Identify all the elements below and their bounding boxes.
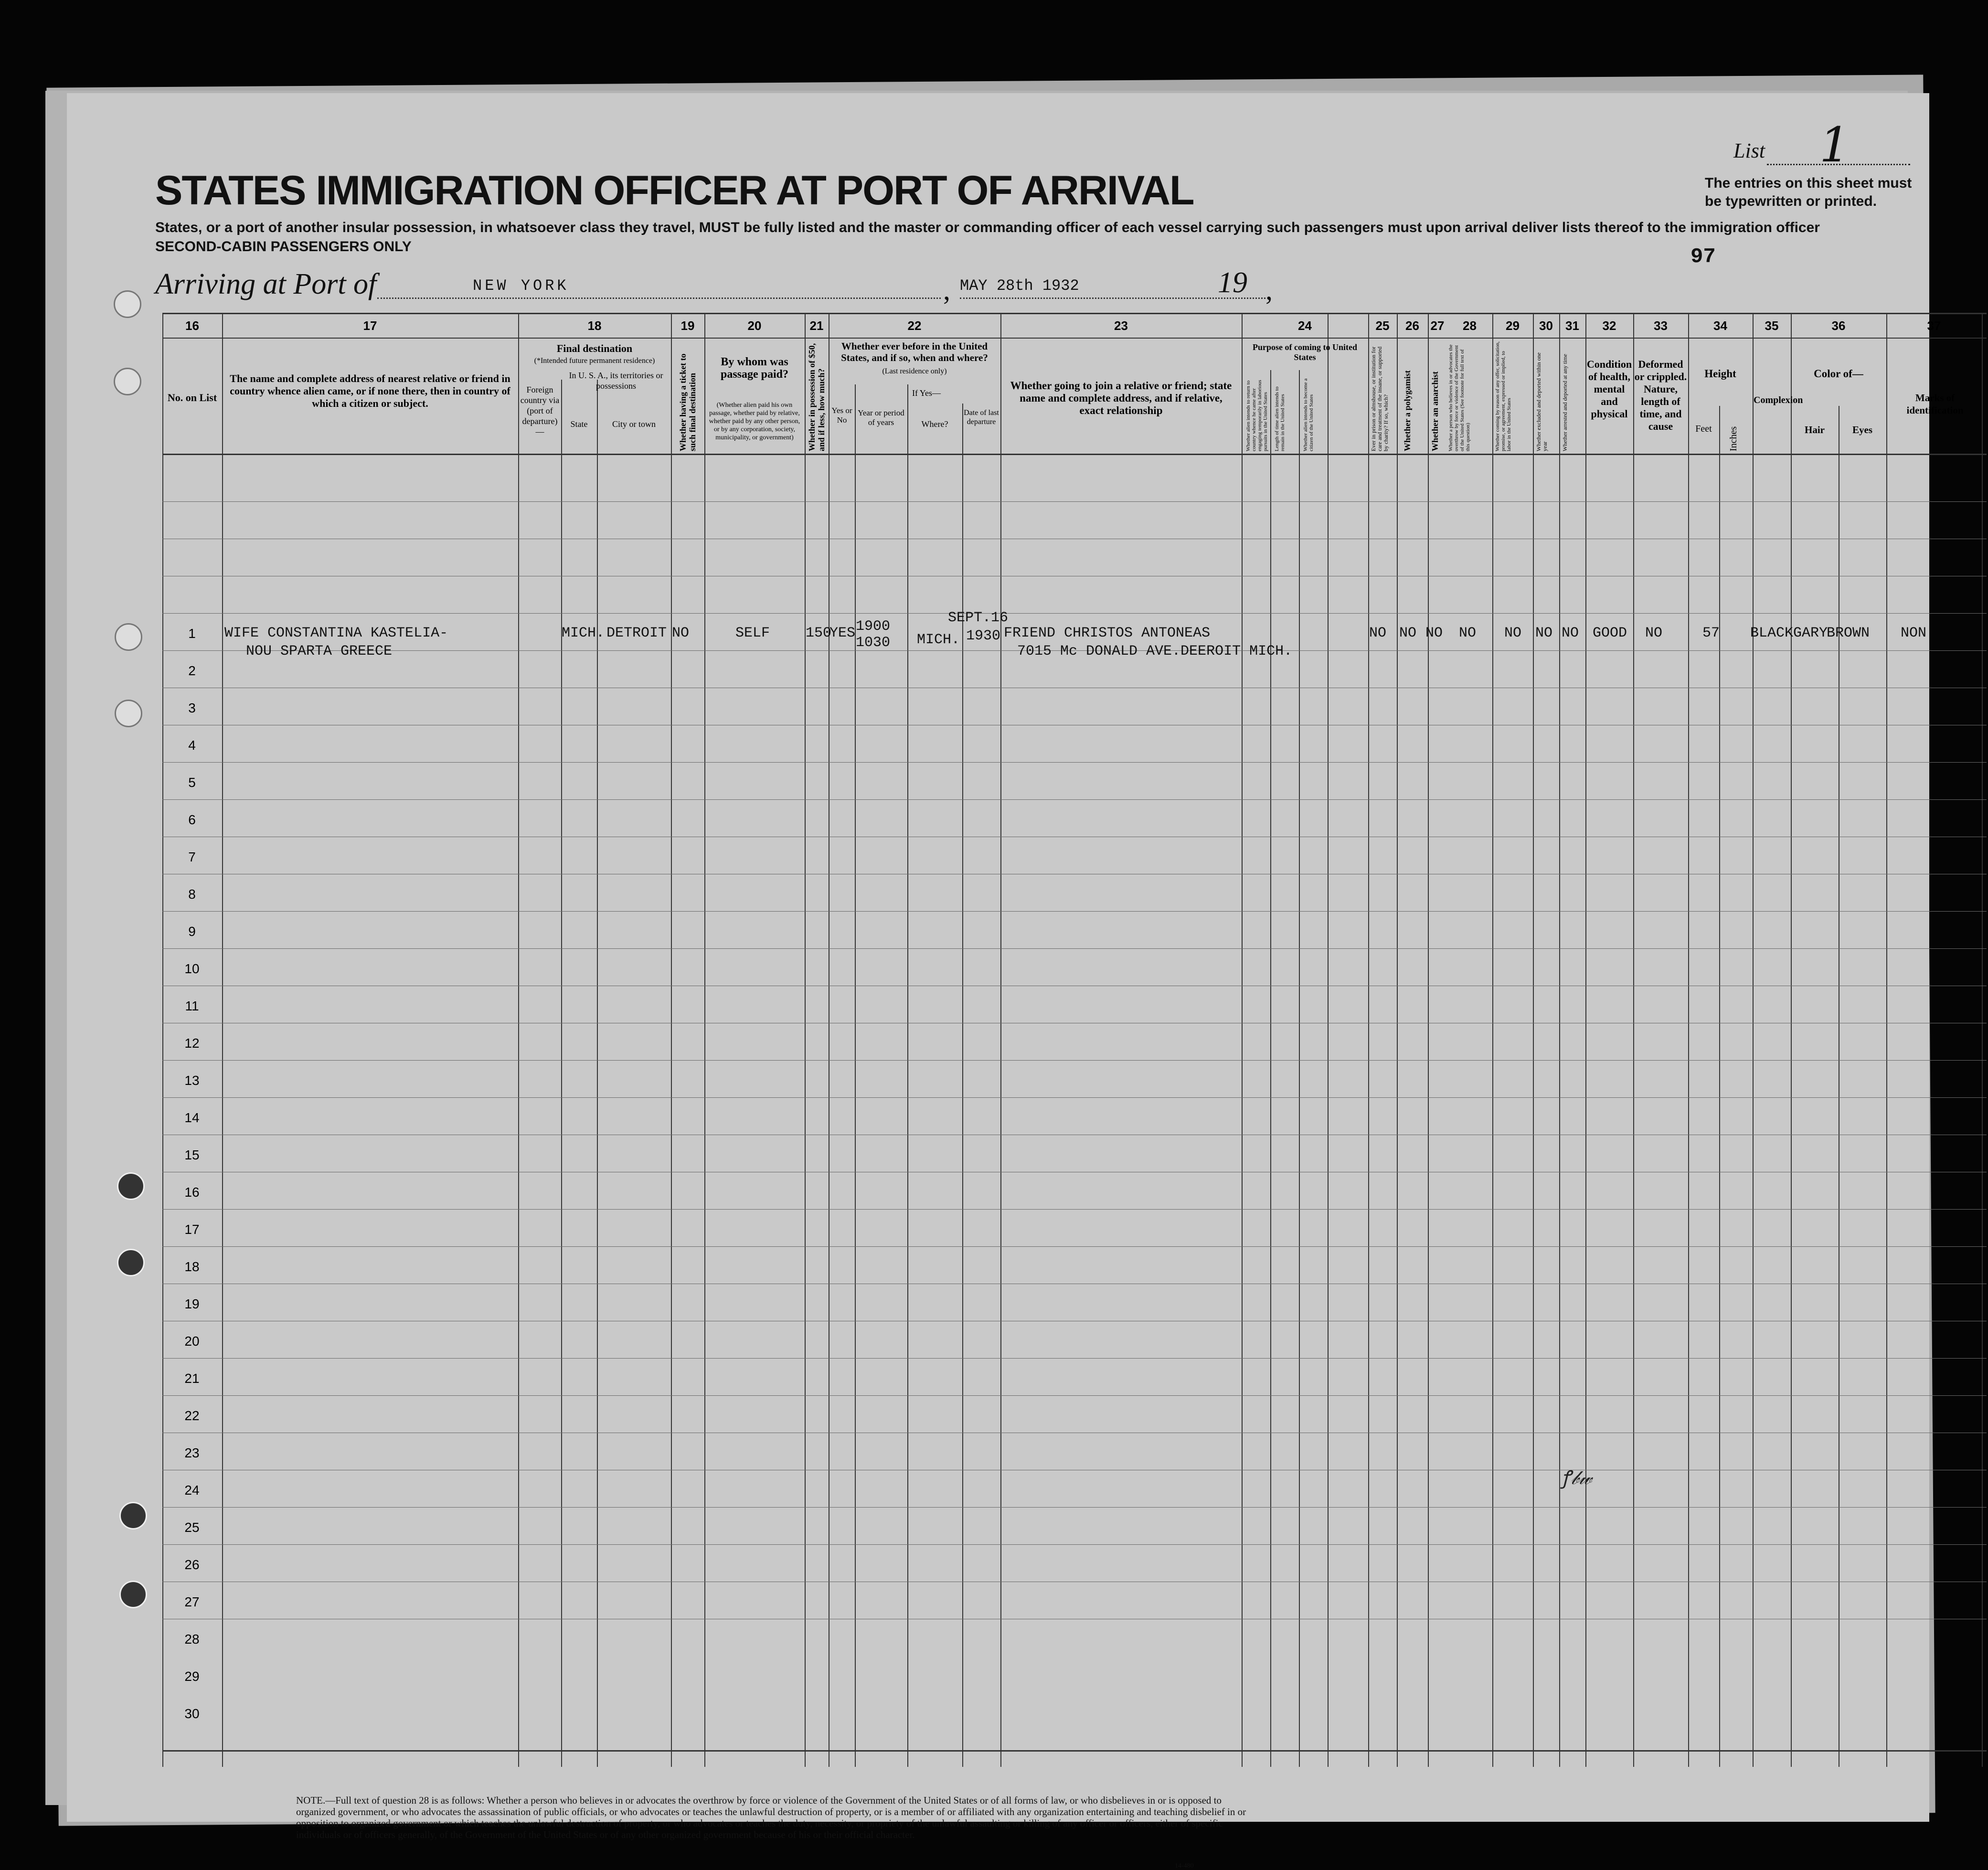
- manifest-page: [67, 93, 1964, 1870]
- row-number: 30: [184, 1706, 200, 1721]
- col-border: [162, 313, 163, 1767]
- header-hair: Hair: [1805, 424, 1825, 436]
- column-number: 29: [1506, 319, 1520, 333]
- row-number: 24: [184, 1483, 200, 1498]
- header-marks: Marks of identification: [1906, 392, 1964, 416]
- column-number: 28: [1463, 319, 1477, 333]
- header-q30: Whether excluded and deported within one year: [1535, 352, 1548, 451]
- entry-relative-line1: WIFE CONSTANTINA KASTELIA-: [224, 625, 448, 641]
- header-passage-paid-sub: (Whether alien paid his own passage, whether paid by relative, whether paid by any other person, or by any corporation, society, municipality, or government): [709, 402, 800, 441]
- column-number: 30: [1539, 319, 1553, 333]
- row-number: 7: [188, 850, 196, 864]
- comma: ,: [1265, 274, 1273, 306]
- entry-years-line2: 1030: [856, 635, 891, 651]
- col-border: [1270, 370, 1271, 1767]
- column-number: 17: [363, 319, 377, 333]
- header-divider: [162, 454, 1987, 455]
- row-number: 9: [188, 924, 196, 939]
- grid-bottom: [162, 1750, 1987, 1752]
- row-number: 20: [184, 1334, 200, 1349]
- header-eyes: Eyes: [1852, 424, 1872, 436]
- header-ticket: Whether having a ticket to such final destination: [678, 353, 697, 451]
- header-purpose: Purpose of coming to United States: [1253, 342, 1357, 362]
- row-number: 19: [184, 1296, 200, 1311]
- column-number: 35: [1765, 319, 1779, 333]
- row-number: 4: [188, 738, 196, 753]
- column-number: 21: [809, 319, 824, 333]
- list-label: List: [1733, 139, 1765, 162]
- column-number: 27: [1430, 319, 1445, 333]
- entry-last-departure-line2: 1930: [966, 628, 1001, 644]
- row-number: 25: [184, 1520, 200, 1535]
- row-number: 1: [188, 626, 196, 641]
- binder-hole: [115, 700, 142, 727]
- header-feet: Feet: [1695, 424, 1712, 434]
- form-number: 14-480: [1175, 1862, 1194, 1870]
- header-passage-paid: By whom was passage paid?: [720, 356, 789, 381]
- col-border: [1753, 313, 1754, 1767]
- row-number: 5: [188, 775, 196, 790]
- sheet-number: 97: [1690, 245, 1716, 269]
- row-number: 28: [184, 1632, 200, 1647]
- row-number: 12: [184, 1036, 200, 1051]
- entry-money: 150: [806, 625, 832, 641]
- entry-relative-line2: NOU SPARTA GREECE: [246, 643, 393, 659]
- entry-years-line1: 1900: [856, 618, 891, 635]
- port-value: NEW YORK: [473, 277, 569, 295]
- header-health: Condition of health, mental and physical: [1586, 358, 1632, 420]
- entry-anarchist: NO: [1425, 625, 1443, 641]
- header-join-relative: Whether going to join a relative or friend; state name and complete address, and if relative, exact relationship: [1010, 380, 1232, 416]
- column-number: 25: [1375, 319, 1390, 333]
- row-number: 29: [184, 1669, 200, 1684]
- column-number: 20: [747, 319, 762, 333]
- col-border: [671, 313, 672, 1767]
- col-border: [1533, 313, 1534, 1767]
- column-number: 18: [587, 319, 602, 333]
- col-border: [907, 384, 908, 1767]
- header-inches: Inches: [1728, 426, 1739, 451]
- header-state: State: [570, 419, 588, 429]
- entry-ticket: NO: [672, 625, 690, 641]
- column-number: 33: [1654, 319, 1668, 333]
- entries-note-line-1: The entries on this sheet must: [1705, 175, 1912, 191]
- entry-q31: NO: [1562, 625, 1579, 641]
- binder-hole: [117, 1172, 145, 1200]
- header-complexion: Complexion: [1754, 395, 1803, 405]
- column-number: 16: [185, 319, 199, 333]
- header-q29: Whether coming by reason of any offer, solicitation, promise, or agreement, expressed or implied, to labor in the United States: [1495, 341, 1512, 451]
- entry-q28: NO: [1459, 625, 1477, 641]
- row-number: 13: [184, 1073, 200, 1088]
- entry-city: DETROIT: [606, 625, 667, 641]
- entry-eyes: BROWN: [1827, 625, 1870, 641]
- row-number: 14: [184, 1110, 200, 1125]
- col-border: [1719, 406, 1720, 1767]
- row-number: 18: [184, 1259, 200, 1274]
- row-number: 15: [184, 1148, 200, 1162]
- header-purpose-b: Length of time alien intends to remain in the United States: [1274, 386, 1286, 451]
- column-number: 31: [1565, 319, 1579, 333]
- col-border: [1428, 313, 1429, 1767]
- binder-hole: [119, 1502, 147, 1530]
- entry-ever-before: YES: [829, 625, 856, 641]
- header-q28: Whether a person who believes in or advocates the overthrow by force or violence of the Government of the United States (See footnote for full text of this question): [1448, 344, 1471, 451]
- row-number: 6: [188, 812, 196, 827]
- header-prison: Ever in prison or almshouse, or institution for care and treatment of the insane, or supported by charity? If so, which?: [1370, 346, 1389, 451]
- row-number: 21: [184, 1371, 200, 1386]
- binder-hole: [114, 368, 141, 395]
- header-if-yes: If Yes—: [912, 388, 941, 398]
- column-number: 37: [1927, 319, 1941, 333]
- row-number: 23: [184, 1445, 200, 1460]
- entry-last-departure-line1: SEPT.16: [948, 610, 1009, 626]
- header-nearest-relative: The name and complete address of nearest relative or friend in country whence alien came, or if none there, then in country of which a citizen or subject.: [230, 372, 510, 409]
- col-border: [1242, 313, 1243, 1767]
- entry-polygamist: NO: [1399, 625, 1417, 641]
- list-number: 1: [1819, 117, 1850, 173]
- header-year-period: Year or period of years: [858, 408, 904, 427]
- year-prefix: 19: [1218, 266, 1247, 299]
- manifest-grid: [162, 313, 1987, 1767]
- header-deformed: Deformed or crippled. Nature, length of time, and cause: [1634, 358, 1687, 432]
- entry-deformed: NO: [1645, 625, 1663, 641]
- row-number: 2: [188, 663, 196, 678]
- col-border: [597, 380, 598, 1767]
- entry-hair: GARY: [1793, 625, 1828, 641]
- column-number: 34: [1713, 319, 1727, 333]
- header-height: Height: [1704, 368, 1736, 380]
- row-number: 8: [188, 887, 196, 902]
- header-final-destination-sub: (*Intended future permanent residence): [534, 357, 655, 365]
- col-border: [1397, 313, 1398, 1767]
- col-border: [1368, 313, 1369, 1767]
- class-note: SECOND-CABIN PASSENGERS ONLY: [155, 239, 412, 255]
- arriving-label: Arriving at Port of: [155, 268, 377, 300]
- header-no-on-list: No. on List: [167, 392, 217, 404]
- header-where: Where?: [921, 419, 948, 429]
- binder-hole: [114, 290, 141, 318]
- entry-join-line2: 7015 Mc DONALD AVE.DEEROIT MICH.: [1017, 643, 1293, 659]
- column-number: 24: [1298, 319, 1312, 333]
- header-polygamist: Whether a polygamist: [1403, 370, 1412, 451]
- row-number: 11: [185, 999, 199, 1013]
- grid-top: [162, 313, 1987, 314]
- col-border: [1585, 313, 1586, 1767]
- header-ever-before: Whether ever before in the United States, and if so, when and where?: [841, 340, 988, 363]
- entry-complexion: BLACK: [1750, 625, 1794, 641]
- header-possession-50: Whether in possession of $50, and if less, how much?: [807, 343, 826, 451]
- col-border: [1633, 313, 1634, 1767]
- col-border: [704, 313, 705, 1767]
- scribble-mark: ꝭ𝒷𝓌: [1562, 1467, 1592, 1488]
- entries-note-line-2: be typewritten or printed.: [1705, 193, 1877, 209]
- col-border: [1492, 313, 1493, 1767]
- binder-hole: [117, 1249, 145, 1276]
- col-border: [1688, 313, 1689, 1767]
- port-line: [377, 298, 941, 299]
- column-number: 26: [1405, 319, 1419, 333]
- column-number: 36: [1831, 319, 1846, 333]
- col-border: [962, 404, 963, 1767]
- col-border: [222, 313, 223, 1767]
- column-number: 32: [1602, 319, 1616, 333]
- entry-where: MICH.: [917, 632, 960, 648]
- binder-hole: [119, 1581, 147, 1608]
- comma: ,: [943, 274, 950, 306]
- header-in-usa: In U. S. A., its territories or possessions: [569, 371, 663, 391]
- row-number: 10: [184, 961, 200, 976]
- entry-q30: NO: [1535, 625, 1553, 641]
- row-number: 17: [184, 1222, 200, 1237]
- entry-prison: NO: [1369, 625, 1387, 641]
- entry-state: MICH.: [562, 625, 605, 641]
- binder-hole: [115, 623, 142, 651]
- row-number: 3: [188, 701, 196, 715]
- header-city: City or town: [612, 419, 656, 429]
- col-border: [805, 313, 806, 1767]
- header-q31: Whether arrested and deported at any time: [1562, 354, 1568, 451]
- header-date-last-departure: Date of last departure: [964, 409, 999, 426]
- col-border: [855, 384, 856, 1767]
- date-value: MAY 28th 1932: [960, 277, 1079, 295]
- row-number: 26: [184, 1557, 200, 1572]
- col-border: [1791, 313, 1792, 1767]
- entry-q29: NO: [1504, 625, 1522, 641]
- entries-note: [1705, 174, 1912, 211]
- instruction-text: States, or a port of another insular possession, in whatsoever class they travel, MUST be fully listed and the master or commanding officer of each vessel carrying such passengers must upon arrival deliver lists thereof to the immigration officer: [155, 220, 1820, 235]
- col-border: [1886, 313, 1887, 1767]
- column-number: 19: [680, 319, 695, 333]
- col-border: [1299, 370, 1300, 1767]
- row-number: 27: [184, 1594, 200, 1609]
- entry-health: GOOD: [1593, 625, 1627, 641]
- entry-paid-by: SELF: [735, 625, 770, 641]
- row-number: 16: [184, 1185, 200, 1200]
- col-border: [518, 313, 519, 1767]
- header-foreign-country: Foreign country via (port of departure)—: [520, 385, 560, 436]
- col-border: [1982, 313, 1983, 1767]
- header-yes-no: Yes or No: [831, 406, 852, 425]
- column-number: 23: [1114, 319, 1128, 333]
- col-border: [1000, 313, 1001, 1767]
- header-purpose-a: Whether alien intends to return to country whence he came after engaging temporarily in laborious pursuits in the United States: [1245, 380, 1268, 451]
- entry-marks: NON: [1901, 625, 1927, 641]
- footnote: NOTE.—Full text of question 28 is as follows: Whether a person who believes in or advocates the overthrow by force or violence of the Government of the United States or of all forms of law, or who disbelieves in or is opposed to organized government, or who advocates the assassination of public officials, or who advocates or teaches the unlawful destruction of property, or is a member of or affiliated with any organization entertaining and teaching disbelief in or opposition to organized government or which teaches the unlawful destruction of property, or who advocates or teaches the duty, necessity, or propriety of the unlawful assaulting or killing of any officer or officers, either of specific individuals or of officers generally, of the Government of the United States or of any other organized government because of his or their official character.: [296, 1795, 1246, 1840]
- col-border: [1559, 313, 1560, 1767]
- page-title: STATES IMMIGRATION OFFICER AT PORT OF ARRIVAL: [155, 168, 1194, 213]
- column-number: 22: [907, 319, 922, 333]
- header-purpose-c: Whether alien intends to become a citizen of the United States: [1303, 378, 1314, 451]
- header-final-destination: Final destination: [556, 342, 633, 354]
- header-ever-before-sub: (Last residence only): [882, 367, 947, 375]
- header-anarchist: Whether an anarchist: [1430, 371, 1440, 451]
- entry-join-line1: FRIEND CHRISTOS ANTONEAS: [1004, 625, 1211, 641]
- header-color-of: Color of—: [1814, 368, 1863, 380]
- col-border: [1328, 313, 1329, 1767]
- entry-height: 57: [1702, 625, 1720, 641]
- colnum-divider: [162, 338, 1987, 339]
- col-border: [561, 380, 562, 1767]
- row-number: 22: [184, 1408, 200, 1423]
